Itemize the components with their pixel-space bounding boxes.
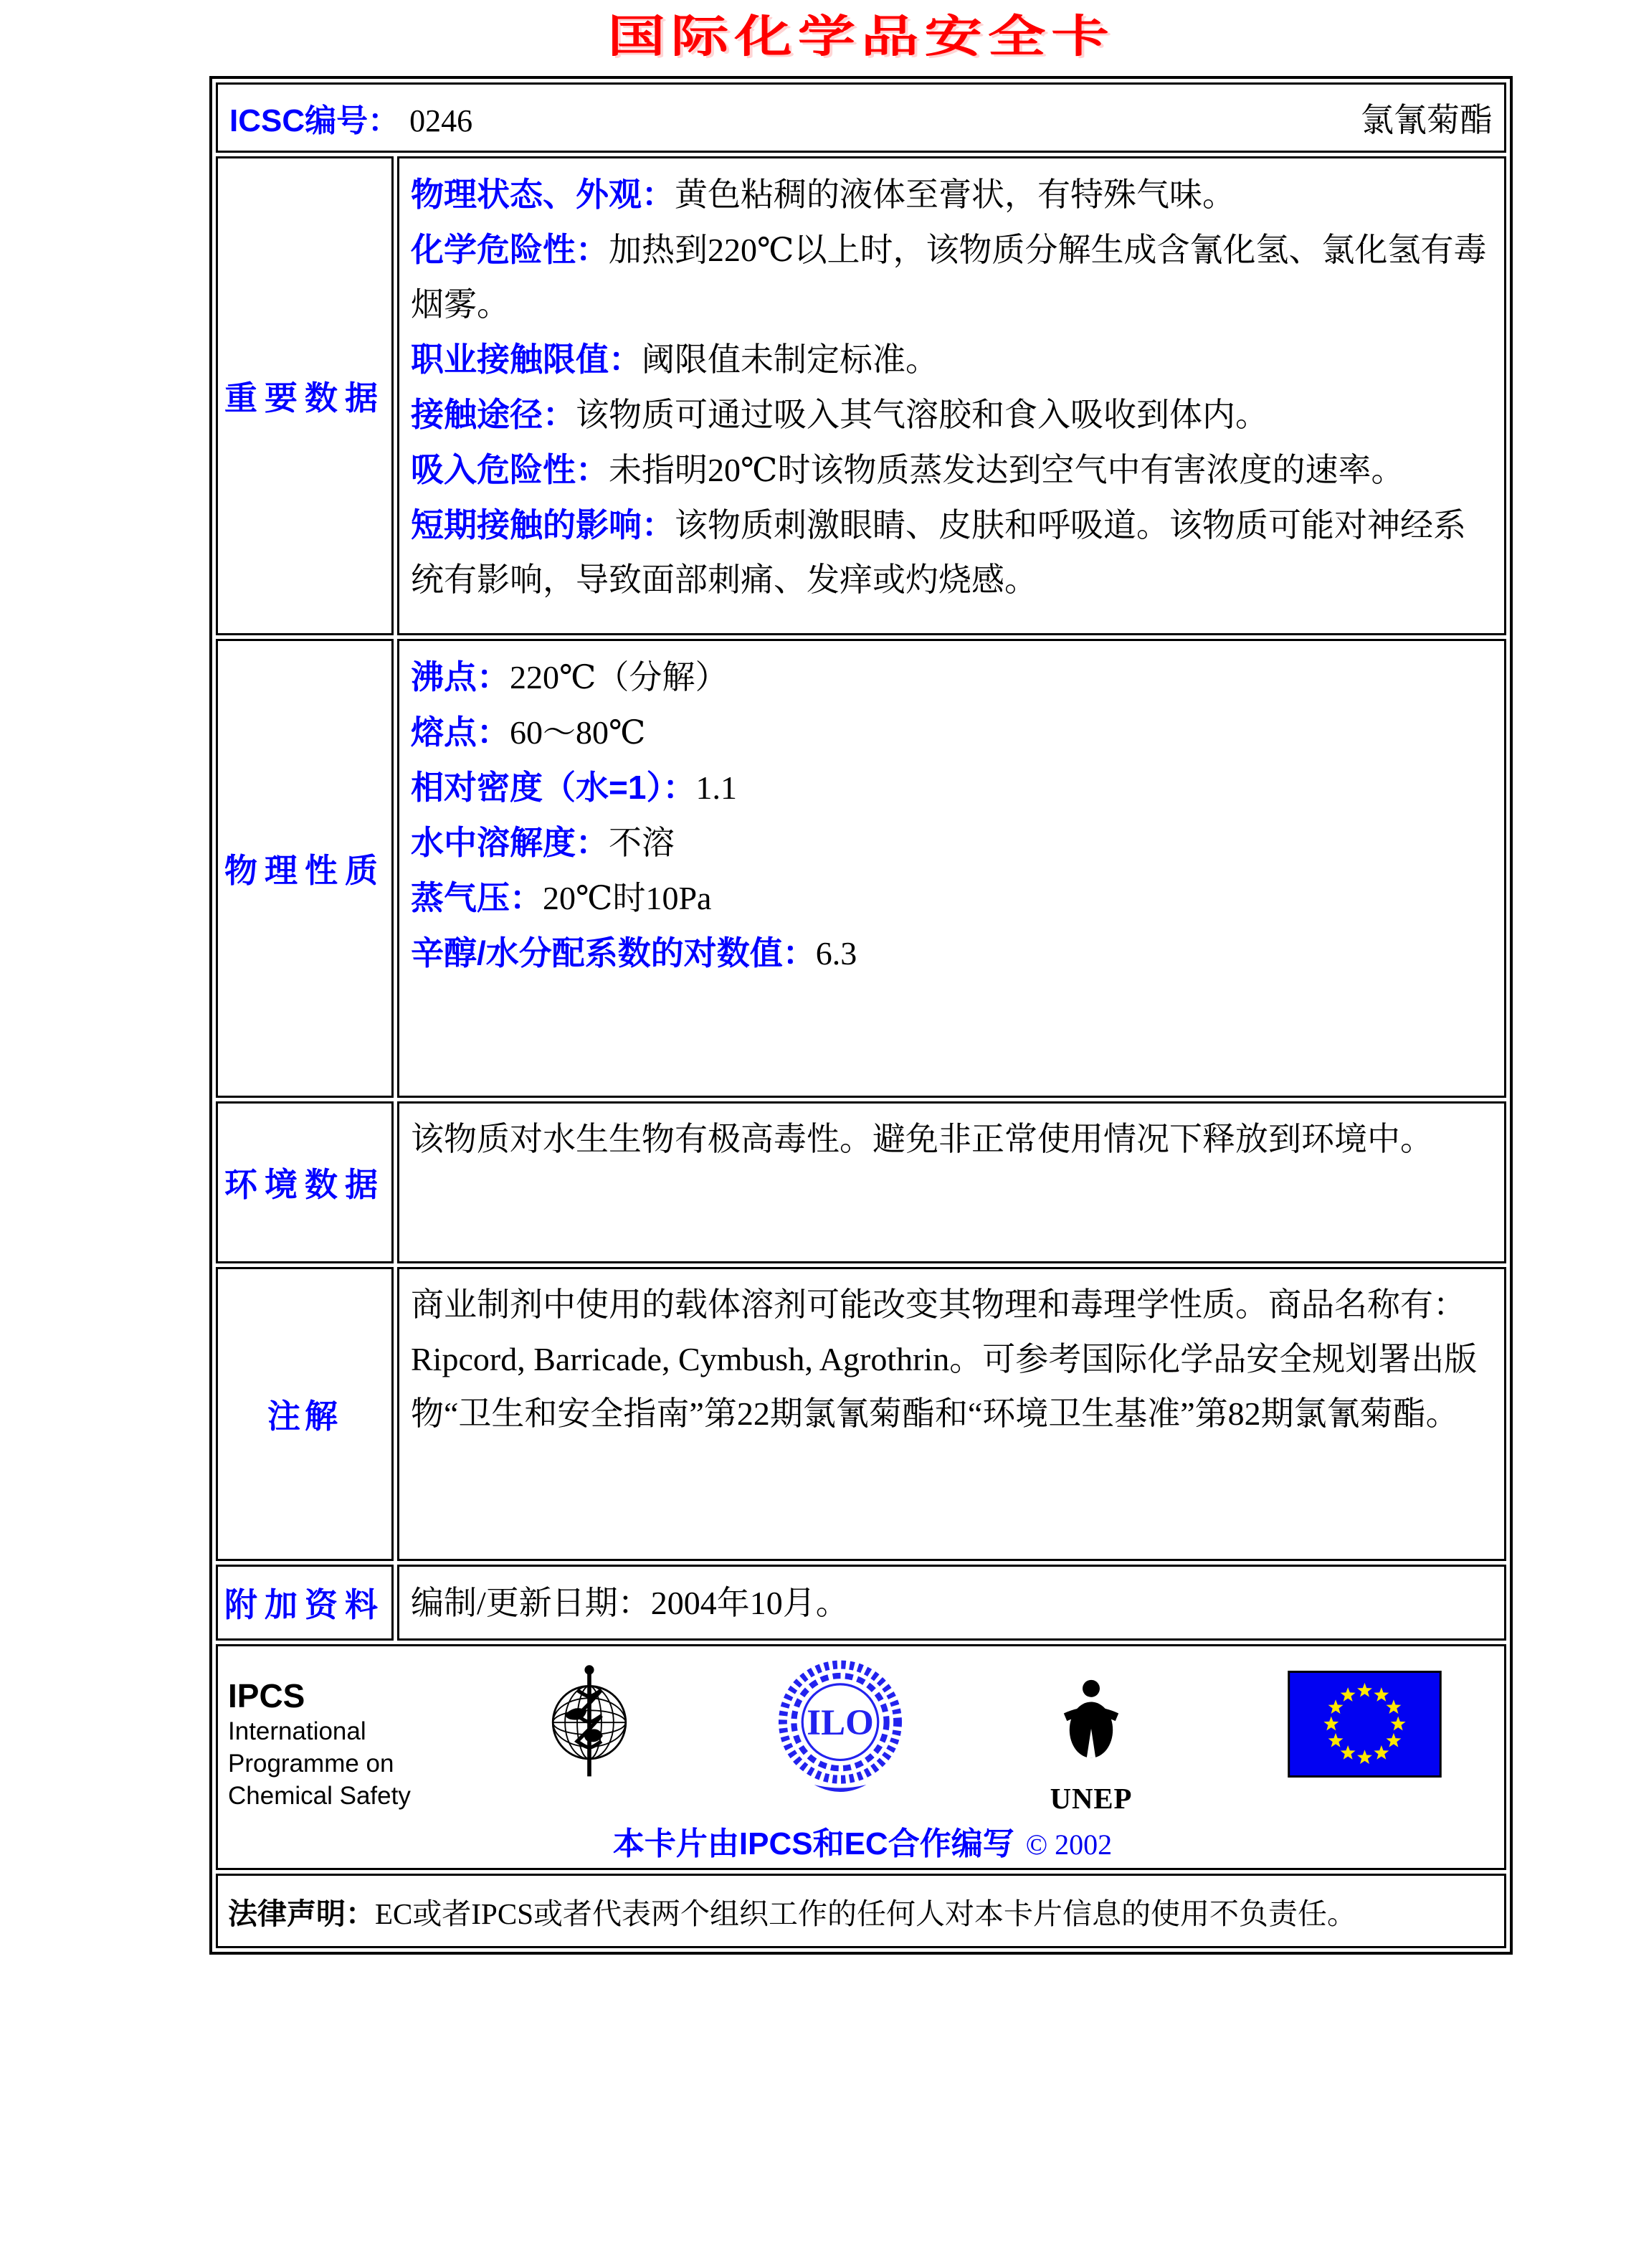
field-label: 水中溶解度： (411, 824, 609, 861)
environmental-data-content (397, 1101, 1506, 1263)
field-row (411, 1278, 1491, 1441)
field-label: 熔点： (411, 713, 510, 751)
field-row (411, 926, 1491, 981)
field-row (411, 650, 1491, 705)
field-label: 辛醇/水分配系数的对数值： (411, 934, 816, 972)
section-label-important-data: 重要数据 (216, 156, 394, 635)
logos-row (216, 1644, 1506, 1870)
field-value: 220℃（分解） (510, 659, 728, 696)
chemical-name: 氯氰菊酯 (1361, 102, 1493, 138)
ipcs-acronym: IPCS (228, 1677, 305, 1714)
ipcs-line: Programme on (228, 1750, 394, 1778)
field-row (411, 498, 1491, 607)
field-value: 该物质可通过吸入其气溶胶和食入吸收到体内。 (576, 397, 1268, 433)
physical-properties-content (397, 639, 1506, 1098)
icsc-number-group (229, 95, 472, 141)
field-row (411, 1112, 1491, 1167)
field-value: 该物质对水生生物有极高毒性。避免非正常使用情况下释放到环境中。 (411, 1121, 1433, 1157)
icsc-number-value: 0246 (409, 103, 473, 138)
field-label: 物理状态、外观： (411, 176, 675, 213)
field-value: 1.1 (695, 769, 737, 806)
field-row (411, 332, 1491, 387)
field-row (411, 1583, 1491, 1623)
field-row (411, 442, 1491, 498)
field-label: 职业接触限值： (411, 341, 642, 378)
section-label-additional-info: 附加资料 (216, 1565, 394, 1641)
who-icon (522, 1655, 657, 1798)
credit-year: © 2002 (1025, 1828, 1113, 1861)
section-label-notes: 注解 (216, 1267, 394, 1561)
title-bar (209, 0, 1513, 63)
field-row (411, 387, 1491, 442)
field-label: 化学危险性： (411, 231, 609, 268)
field-label: 接触途径： (411, 396, 576, 433)
legal-text: EC或者IPCS或者代表两个组织工作的任何人对本卡片信息的使用不负责任。 (375, 1897, 1356, 1930)
field-value: 加热到220℃以上时，该物质分解生成含氰化氢、氯化氢有毒烟雾。 (411, 232, 1487, 323)
legal-label: 法律声明： (228, 1897, 375, 1930)
field-value: 60～80℃ (510, 714, 646, 751)
field-row (411, 222, 1491, 332)
field-label: 短期接触的影响： (411, 506, 675, 544)
environmental-data-row (216, 1101, 1506, 1263)
field-value: 黄色粘稠的液体至膏状，有特殊气味。 (675, 176, 1235, 213)
credit-line (228, 1818, 1497, 1864)
field-value: 该物质刺激眼睛、皮肤和呼吸道。该物质可能对神经系统有影响，导致面部刺痛、发痒或灼烧感。 (411, 507, 1466, 598)
field-row (411, 815, 1491, 870)
logo-strip (228, 1652, 1497, 1816)
ipcs-line: International (228, 1717, 366, 1745)
credit-text: 本卡片由IPCS和EC合作编写 (612, 1826, 1014, 1861)
field-row (411, 870, 1491, 926)
section-label-environmental-data: 环境数据 (216, 1101, 394, 1263)
icsc-number-label: ICSC编号： (229, 103, 400, 138)
field-value: 不溶 (609, 825, 675, 861)
svg-text:ILO: ILO (807, 1702, 874, 1743)
unep-icon (1027, 1653, 1155, 1816)
important-data-content (397, 156, 1506, 635)
additional-info-row (216, 1565, 1506, 1641)
field-row (411, 760, 1491, 815)
important-data-row (216, 156, 1506, 635)
field-row (411, 705, 1491, 760)
field-label: 吸入危险性： (411, 451, 609, 488)
additional-info-content (397, 1565, 1506, 1641)
field-label: 相对密度（水=1）： (411, 769, 696, 806)
field-value: 20℃时10Pa (543, 880, 712, 916)
section-label-physical-properties: 物理性质 (216, 639, 394, 1098)
page-title: 国际化学品安全卡 (607, 12, 1115, 62)
field-row (411, 167, 1491, 222)
field-value: 编制/更新日期：2004年10月。 (411, 1585, 849, 1621)
field-label: 沸点： (411, 658, 510, 696)
svg-text:UNEP (1050, 1783, 1133, 1813)
ipcs-logo-text (228, 1676, 443, 1812)
physical-properties-row (216, 639, 1506, 1098)
field-label: 蒸气压： (411, 879, 543, 916)
field-value: 商业制剂中使用的载体溶剂可能改变其物理和毒理学性质。商品名称有：Ripcord, Barricade, Cymbush, Agrothrin。可参考国际化学品安全规划署出版物“卫生和安全指南”第22期氯氰菊酯和“环境卫生基准”第82期氯氰菊酯。 (411, 1286, 1478, 1432)
eu-flag-icon (1288, 1671, 1442, 1781)
header-row (216, 82, 1506, 153)
legal-notice (216, 1874, 1506, 1948)
field-value: 未指明20℃时该物质蒸发达到空气中有害浓度的速率。 (609, 452, 1404, 488)
logos-cell (216, 1644, 1506, 1870)
legal-row (216, 1874, 1506, 1948)
icsc-card-table (209, 76, 1513, 1955)
notes-content (397, 1267, 1506, 1561)
field-value: 阈限值未制定标准。 (642, 341, 938, 378)
notes-row (216, 1267, 1506, 1561)
header-cell (216, 82, 1506, 153)
ipcs-line: Chemical Safety (228, 1782, 411, 1810)
ilo-icon (775, 1656, 905, 1800)
unep-label: UNEP (1050, 1782, 1133, 1813)
field-value: 6.3 (815, 935, 857, 972)
